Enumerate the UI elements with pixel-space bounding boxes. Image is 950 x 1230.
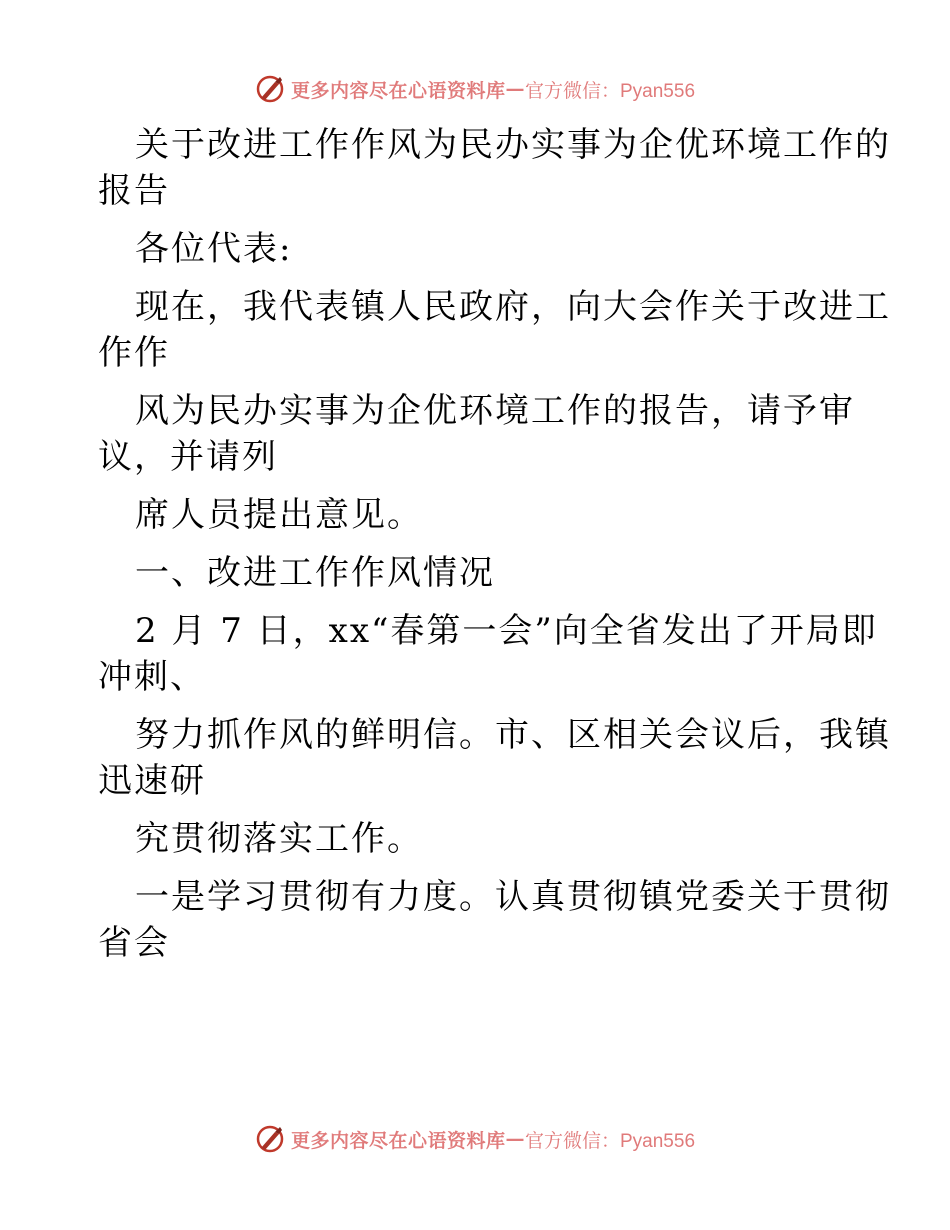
paragraph-line: 现在，我代表镇人民政府，向大会作关于改进工 [135,287,891,327]
salutation: 各位代表: [135,229,293,269]
document-title-line-2: 报告 [98,171,170,211]
paragraph-line: 2 月 7 日，xx“春第一会”向全省发出了开局即 [135,611,878,651]
paragraph-line: 一是学习贯彻有力度。认真贯彻镇党委关于贯彻 [135,877,891,917]
document-body [98,122,891,966]
document-title-line-1: 关于改进工作作风为民办实事为企优环境工作的 [135,125,891,165]
watermark-separator: — [505,78,525,100]
watermark-site-text: 更多内容尽在心语资料库 [290,1129,506,1152]
watermark-site-text: 更多内容尽在心语资料库 [290,79,506,102]
paragraph-line: 迅速研 [98,761,206,801]
paragraph-line: 省会 [98,923,170,963]
watermark-separator: — [505,1128,525,1150]
paragraph-line: 努力抓作风的鲜明信。市、区相关会议后，我镇 [135,715,891,755]
section-heading: 一、改进工作作风情况 [135,553,495,593]
footer-watermark-banner [0,1122,950,1156]
paragraph-line: 究贯彻落实工作。 [135,819,423,859]
paragraph-line: 作作 [98,333,170,373]
pen-logo-icon [255,74,285,104]
watermark-wechat-text: 官方微信：Pyan556 [525,1130,696,1152]
paragraph-line: 议，并请列 [98,437,278,477]
pen-logo-icon [255,1124,285,1154]
paragraph-line: 冲刺、 [98,657,206,697]
header-watermark-banner [0,72,950,106]
paragraph-line: 风为民办实事为企优环境工作的报告，请予审 [135,391,855,431]
watermark-wechat-text: 官方微信：Pyan556 [525,80,696,102]
paragraph-line: 席人员提出意见。 [135,495,423,535]
